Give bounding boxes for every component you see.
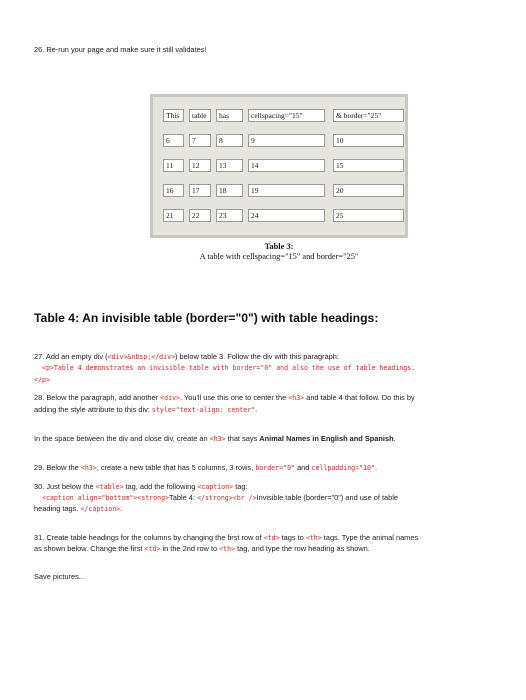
demo-table-cell: has: [216, 109, 243, 122]
step-28b-line: [34, 433, 396, 445]
step-28-text-a: 28. Below the paragraph, add another: [34, 393, 161, 402]
step-28b-text-a: In the space between the div and close div, create an: [34, 434, 210, 443]
demo-table-cell: 16: [163, 184, 184, 197]
step-31-text-d: as shown below. Change the first: [34, 544, 145, 553]
demo-table-cell: table: [189, 109, 211, 122]
table-3-caption-text: A table with cellspacing="15" and border="25": [199, 252, 359, 261]
step-27-line3: [34, 374, 50, 386]
step-30-code-caption-open: <caption align="bottom"><strong>: [42, 494, 170, 502]
step-31-text-a: 31. Create table headings for the columns by changing the first row of: [34, 533, 264, 542]
step-29-text-d: .: [375, 463, 378, 472]
demo-table-cell: 23: [216, 209, 243, 222]
step-31-code-th-2: <th>: [219, 545, 236, 553]
step-30-code-strong-close: </strong><br />: [197, 494, 257, 502]
step-31-text-e: in the 2nd row to: [160, 544, 220, 553]
step-27-code-paragraph: <p>Table 4 demonstrates an invisible table with border="0" and also the use of table headings.: [42, 364, 416, 372]
step-28-text-c: and table 4 that follow. Do this by: [304, 393, 415, 402]
table-3-caption-title: Table 3:: [264, 242, 294, 251]
step-27-code-close-p: </p>: [34, 376, 50, 384]
step-31-code-td: <td>: [263, 534, 280, 542]
step-30-code-caption: <caption>: [197, 483, 234, 491]
step-30-text-e: Invisible table (border="0") and use of table: [256, 493, 398, 502]
demo-table-cell: 14: [248, 159, 325, 172]
demo-table-cell: cellspacing="15": [248, 109, 325, 122]
step-28-code-div: <div>: [160, 394, 181, 402]
step-28-text-e: .: [255, 405, 258, 414]
demo-table-cell: & border="25": [333, 109, 404, 122]
demo-table-cell: 7: [189, 134, 211, 147]
step-28-line2: [34, 404, 257, 416]
step-29-code-border: border="0": [255, 464, 296, 472]
demo-table-cell: 9: [248, 134, 325, 147]
demo-table-cell: 20: [333, 184, 404, 197]
demo-table-cell: 24: [248, 209, 325, 222]
step-28-text-b: . You'll use this one to center the: [180, 393, 289, 402]
demo-table-cell: 25: [333, 209, 404, 222]
step-31-code-td-2: <td>: [144, 545, 161, 553]
demo-table-cell: 8: [216, 134, 243, 147]
demo-table-cell: 10: [333, 134, 404, 147]
step-30-text-b: tag, add the following: [123, 482, 198, 491]
step-31-text-b: tags to: [279, 533, 306, 542]
step-28b-code-h3: <h3>: [209, 435, 226, 443]
step-27-line2: [42, 362, 415, 374]
step-30-text-d: Table 4:: [169, 493, 197, 502]
demo-table-cell: 21: [163, 209, 184, 222]
step-31-code-th: <th>: [305, 534, 322, 542]
demo-table-frame: [150, 94, 408, 238]
demo-table-cell: 6: [163, 134, 184, 147]
step-29-text-b: , create a new table that has 5 columns, 3 rows,: [96, 463, 256, 472]
section-heading: Table 4: An invisible table (border="0") with table headings:: [34, 311, 379, 325]
step-30-text-g: .: [120, 504, 123, 513]
step-30-text-c: tag:: [233, 482, 248, 491]
step-29-line: [34, 462, 377, 474]
step-28b-text-c: .: [393, 434, 396, 443]
step-29-text-c: and: [295, 463, 312, 472]
step-31-text-c: tags. Type the animal names: [321, 533, 419, 542]
step-30-text-f: heading tags.: [34, 504, 81, 513]
step-28-line1: [34, 392, 415, 404]
step-27-code-div: <div>&nbsp;</div>: [107, 353, 176, 361]
step-29-code-cellpadding: cellpadding="10": [311, 464, 375, 472]
step-30-code-caption-close: </caption>: [80, 505, 121, 513]
step-28-code-h3: <h3>: [288, 394, 305, 402]
step-26-text: 26. Re-run your page and make sure it still validates!: [34, 45, 207, 54]
demo-table-cell: 15: [333, 159, 404, 172]
demo-table-cell: 19: [248, 184, 325, 197]
demo-table-cell: 11: [163, 159, 184, 172]
step-27-text-b: ) below table 3. Follow the div with this paragraph:: [175, 352, 339, 361]
step-28b-text-b: that says: [225, 434, 260, 443]
step-31-text-f: tag, and type the row heading as shown.: [235, 544, 370, 553]
step-28b-bold-text: Animal Names in English and Spanish: [259, 434, 394, 443]
step-30-text-a: 30. Just below the: [34, 482, 96, 491]
step-29-code-h3: <h3>: [80, 464, 97, 472]
demo-table-cell: 22: [189, 209, 211, 222]
demo-table-cell: 13: [216, 159, 243, 172]
step-30-line3: [34, 503, 122, 515]
demo-table-cell: This: [163, 109, 184, 122]
step-27-text-a: 27. Add an empty div (: [34, 352, 108, 361]
demo-table-cell: 12: [189, 159, 211, 172]
step-31-line2: [34, 543, 370, 555]
step-30-code-table: <table>: [95, 483, 124, 491]
demo-table-cell: 17: [189, 184, 211, 197]
save-pictures-text: Save pictures...: [34, 572, 85, 581]
demo-table-cell: 18: [216, 184, 243, 197]
step-29-text-a: 29. Below the: [34, 463, 81, 472]
step-28-text-d: adding the style attribute to this div:: [34, 405, 152, 414]
step-28-code-style: style="text-align: center": [151, 406, 256, 414]
